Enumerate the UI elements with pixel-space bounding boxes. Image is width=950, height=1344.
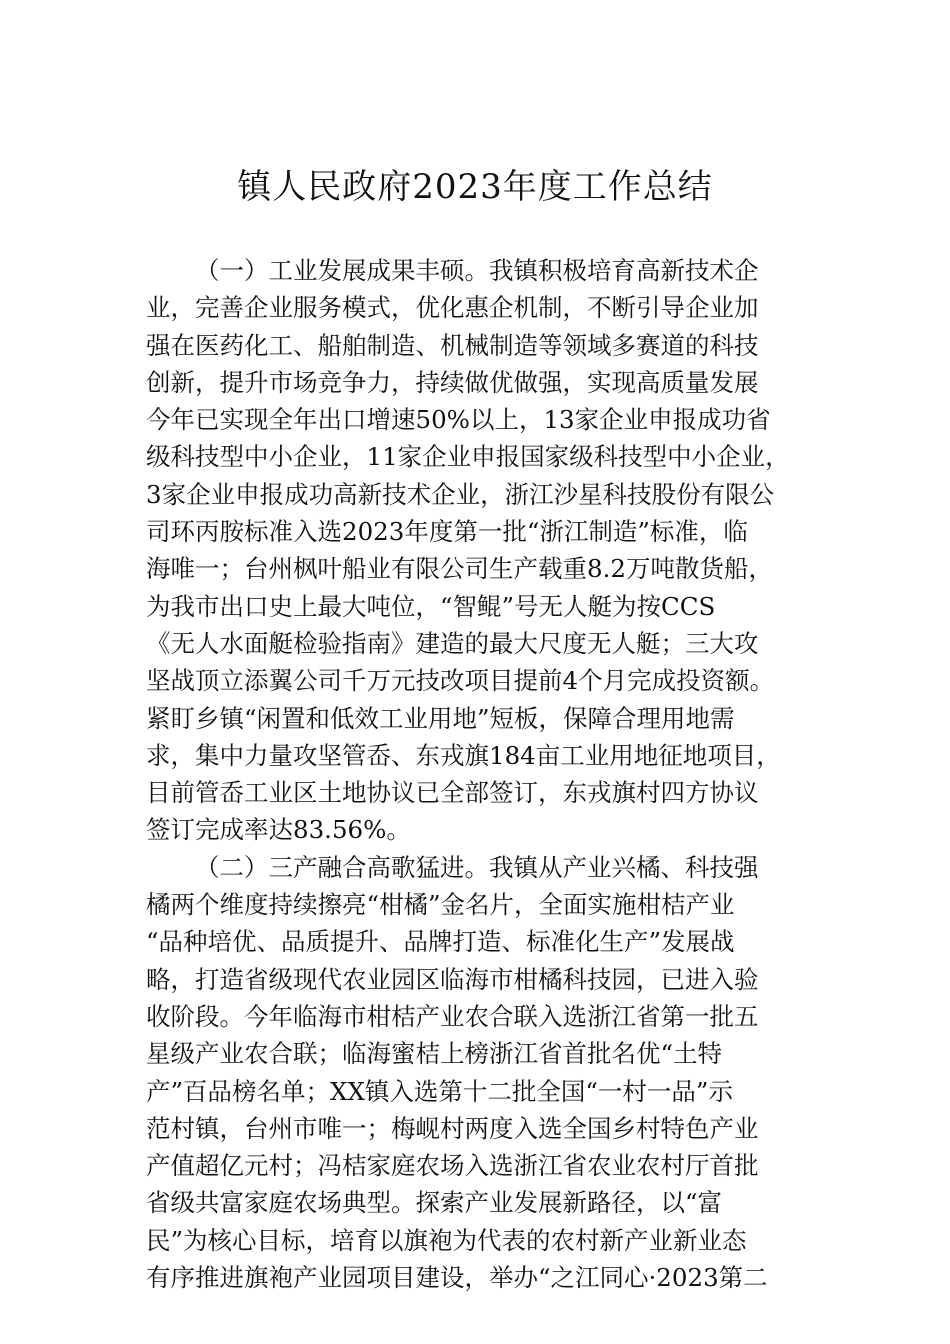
text-line: 产”百品榜名单；XX镇入选第十二批全国“一村一品”示 <box>146 1076 733 1106</box>
text-line: 收阶段。今年临海市柑桔产业农合联入选浙江省第一批五 <box>146 1001 759 1031</box>
text-line: “品种培优、品质提升、品牌打造、标准化生产”发展战 <box>146 927 735 957</box>
text-line: 3家企业申报成功高新技术企业，浙江沙星科技股份有限公 <box>146 479 775 509</box>
document-body <box>146 252 814 1296</box>
text-line: 紧盯乡镇“闲置和低效工业用地”短板，保障合理用地需 <box>146 703 735 733</box>
text-line: 省级共富家庭农场典型。探索产业发展新路径，以“富 <box>146 1188 723 1218</box>
text-line: 为我市出口史上最大吨位，“智鲲”号无人艇为按CCS <box>146 591 716 621</box>
text-line: 有序推进旗袍产业园项目建设，举办“之江同心·2023第二 <box>146 1263 768 1293</box>
text-line: 今年已实现全年出口增速50%以上，13家企业申报成功省 <box>146 405 771 435</box>
paragraph-agriculture <box>146 849 814 1297</box>
text-line: 目前管岙工业区土地协议已全部签订，东戎旗村四方协议 <box>146 778 759 808</box>
text-line: 星级产业农合联；临海蜜桔上榜浙江省首批名优“土特 <box>146 1039 723 1069</box>
text-line: （一）工业发展成果丰硕。我镇积极培育高新技术企 <box>195 256 759 285</box>
text-line: 求，集中力量攻坚管岙、东戎旗184亩工业用地征地项目， <box>146 740 781 770</box>
text-line: 级科技型中小企业，11家企业申报国家级科技型中小企业， <box>146 442 790 472</box>
text-line: 《无人水面艇检验指南》建造的最大尺度无人艇；三大攻 <box>146 628 759 658</box>
text-line: 业，完善企业服务模式，优化惠企机制，不断引导企业加 <box>146 293 759 323</box>
paragraph-industry <box>146 252 814 849</box>
text-line: 司环丙胺标准入选2023年度第一批“浙江制造”标准，临 <box>146 517 748 547</box>
text-line: 海唯一；台州枫叶船业有限公司生产载重8.2万吨散货船， <box>146 554 773 584</box>
text-line: 产值超亿元村；冯桔家庭农场入选浙江省农业农村厅首批 <box>146 1151 759 1181</box>
text-line: （二）三产融合高歌猛进。我镇从产业兴橘、科技强 <box>195 852 759 882</box>
text-line: 创新，提升市场竞争力，持续做优做强，实现高质量发展 <box>146 367 759 397</box>
text-line: 民”为核心目标，培育以旗袍为代表的农村新产业新业态 <box>146 1225 747 1255</box>
text-line: 范村镇，台州市唯一；梅岘村两度入选全国乡村特色产业 <box>146 1113 759 1143</box>
text-line: 强在医药化工、船舶制造、机械制造等领域多赛道的科技 <box>146 330 759 360</box>
document-title: 镇人民政府2023年度工作总结 <box>237 167 713 207</box>
text-line: 坚战顶立添翼公司千万元技改项目提前4个月完成投资额。 <box>146 666 775 696</box>
text-line: 橘两个维度持续擦亮“柑橘”金名片，全面实施柑桔产业 <box>146 890 735 920</box>
text-line: 签订完成率达83.56%。 <box>146 815 411 845</box>
text-line: 略，打造省级现代农业园区临海市柑橘科技园，已进入验 <box>146 964 759 994</box>
